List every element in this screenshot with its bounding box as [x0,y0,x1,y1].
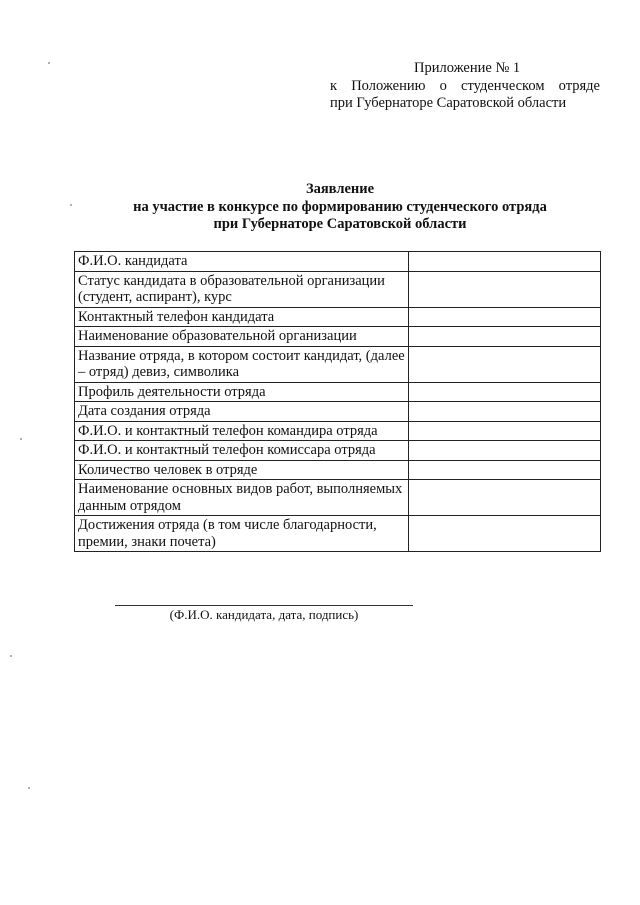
signature-caption: (Ф.И.О. кандидата, дата, подпись) [169,607,359,622]
title-heading: Заявление [305,181,375,197]
table-row [75,252,601,272]
document-title [60,181,620,234]
appendix-header [330,60,600,113]
table-row [75,421,601,441]
row-value-field[interactable] [409,252,601,272]
row-value-field[interactable] [409,441,601,461]
row-value-field[interactable] [409,346,601,382]
table-row [75,402,601,422]
row-value-field[interactable] [409,421,601,441]
row-value-field[interactable] [409,460,601,480]
table-row [75,460,601,480]
table-row [75,271,601,307]
table-row [75,307,601,327]
table-row [75,516,601,552]
row-label: Профиль деятельности отряда [75,382,409,402]
appendix-number: Приложение № 1 [414,60,521,76]
row-label: Достижения отряда (в том числе благодарности, премии, знаки почета) [75,516,409,552]
row-value-field[interactable] [409,516,601,552]
row-value-field[interactable] [409,327,601,347]
table-row [75,382,601,402]
row-label: Контактный телефон кандидата [75,307,409,327]
title-governor: при Губернаторе Саратовской области [213,216,467,232]
appendix-reference: к Положению о студенческом отряде [330,77,600,94]
application-form-table [74,251,601,552]
row-label: Количество человек в отряде [75,460,409,480]
signature-line [115,605,413,606]
scan-speck [28,787,30,789]
table-row [75,327,601,347]
row-value-field[interactable] [409,271,601,307]
title-subject: на участие в конкурсе по формированию студенческого отряда [133,198,547,215]
row-label: Ф.И.О. и контактный телефон комиссара отряда [75,441,409,461]
scan-speck [70,204,72,206]
table-row [75,441,601,461]
row-label: Дата создания отряда [75,402,409,422]
row-label: Ф.И.О. кандидата [75,252,409,272]
scan-speck [48,62,50,64]
row-value-field[interactable] [409,382,601,402]
row-label: Наименование образовательной организации [75,327,409,347]
row-label: Статус кандидата в образовательной организации (студент, аспирант), курс [75,271,409,307]
table-row [75,480,601,516]
scan-speck [20,438,22,440]
appendix-governor: при Губернаторе Саратовской области [330,95,567,111]
row-label: Наименование основных видов работ, выполняемых данным отрядом [75,480,409,516]
table-row [75,346,601,382]
row-label: Ф.И.О. и контактный телефон командира отряда [75,421,409,441]
row-label: Название отряда, в котором состоит кандидат, (далее – отряд) девиз, символика [75,346,409,382]
scan-speck [10,655,12,657]
row-value-field[interactable] [409,307,601,327]
row-value-field[interactable] [409,480,601,516]
row-value-field[interactable] [409,402,601,422]
